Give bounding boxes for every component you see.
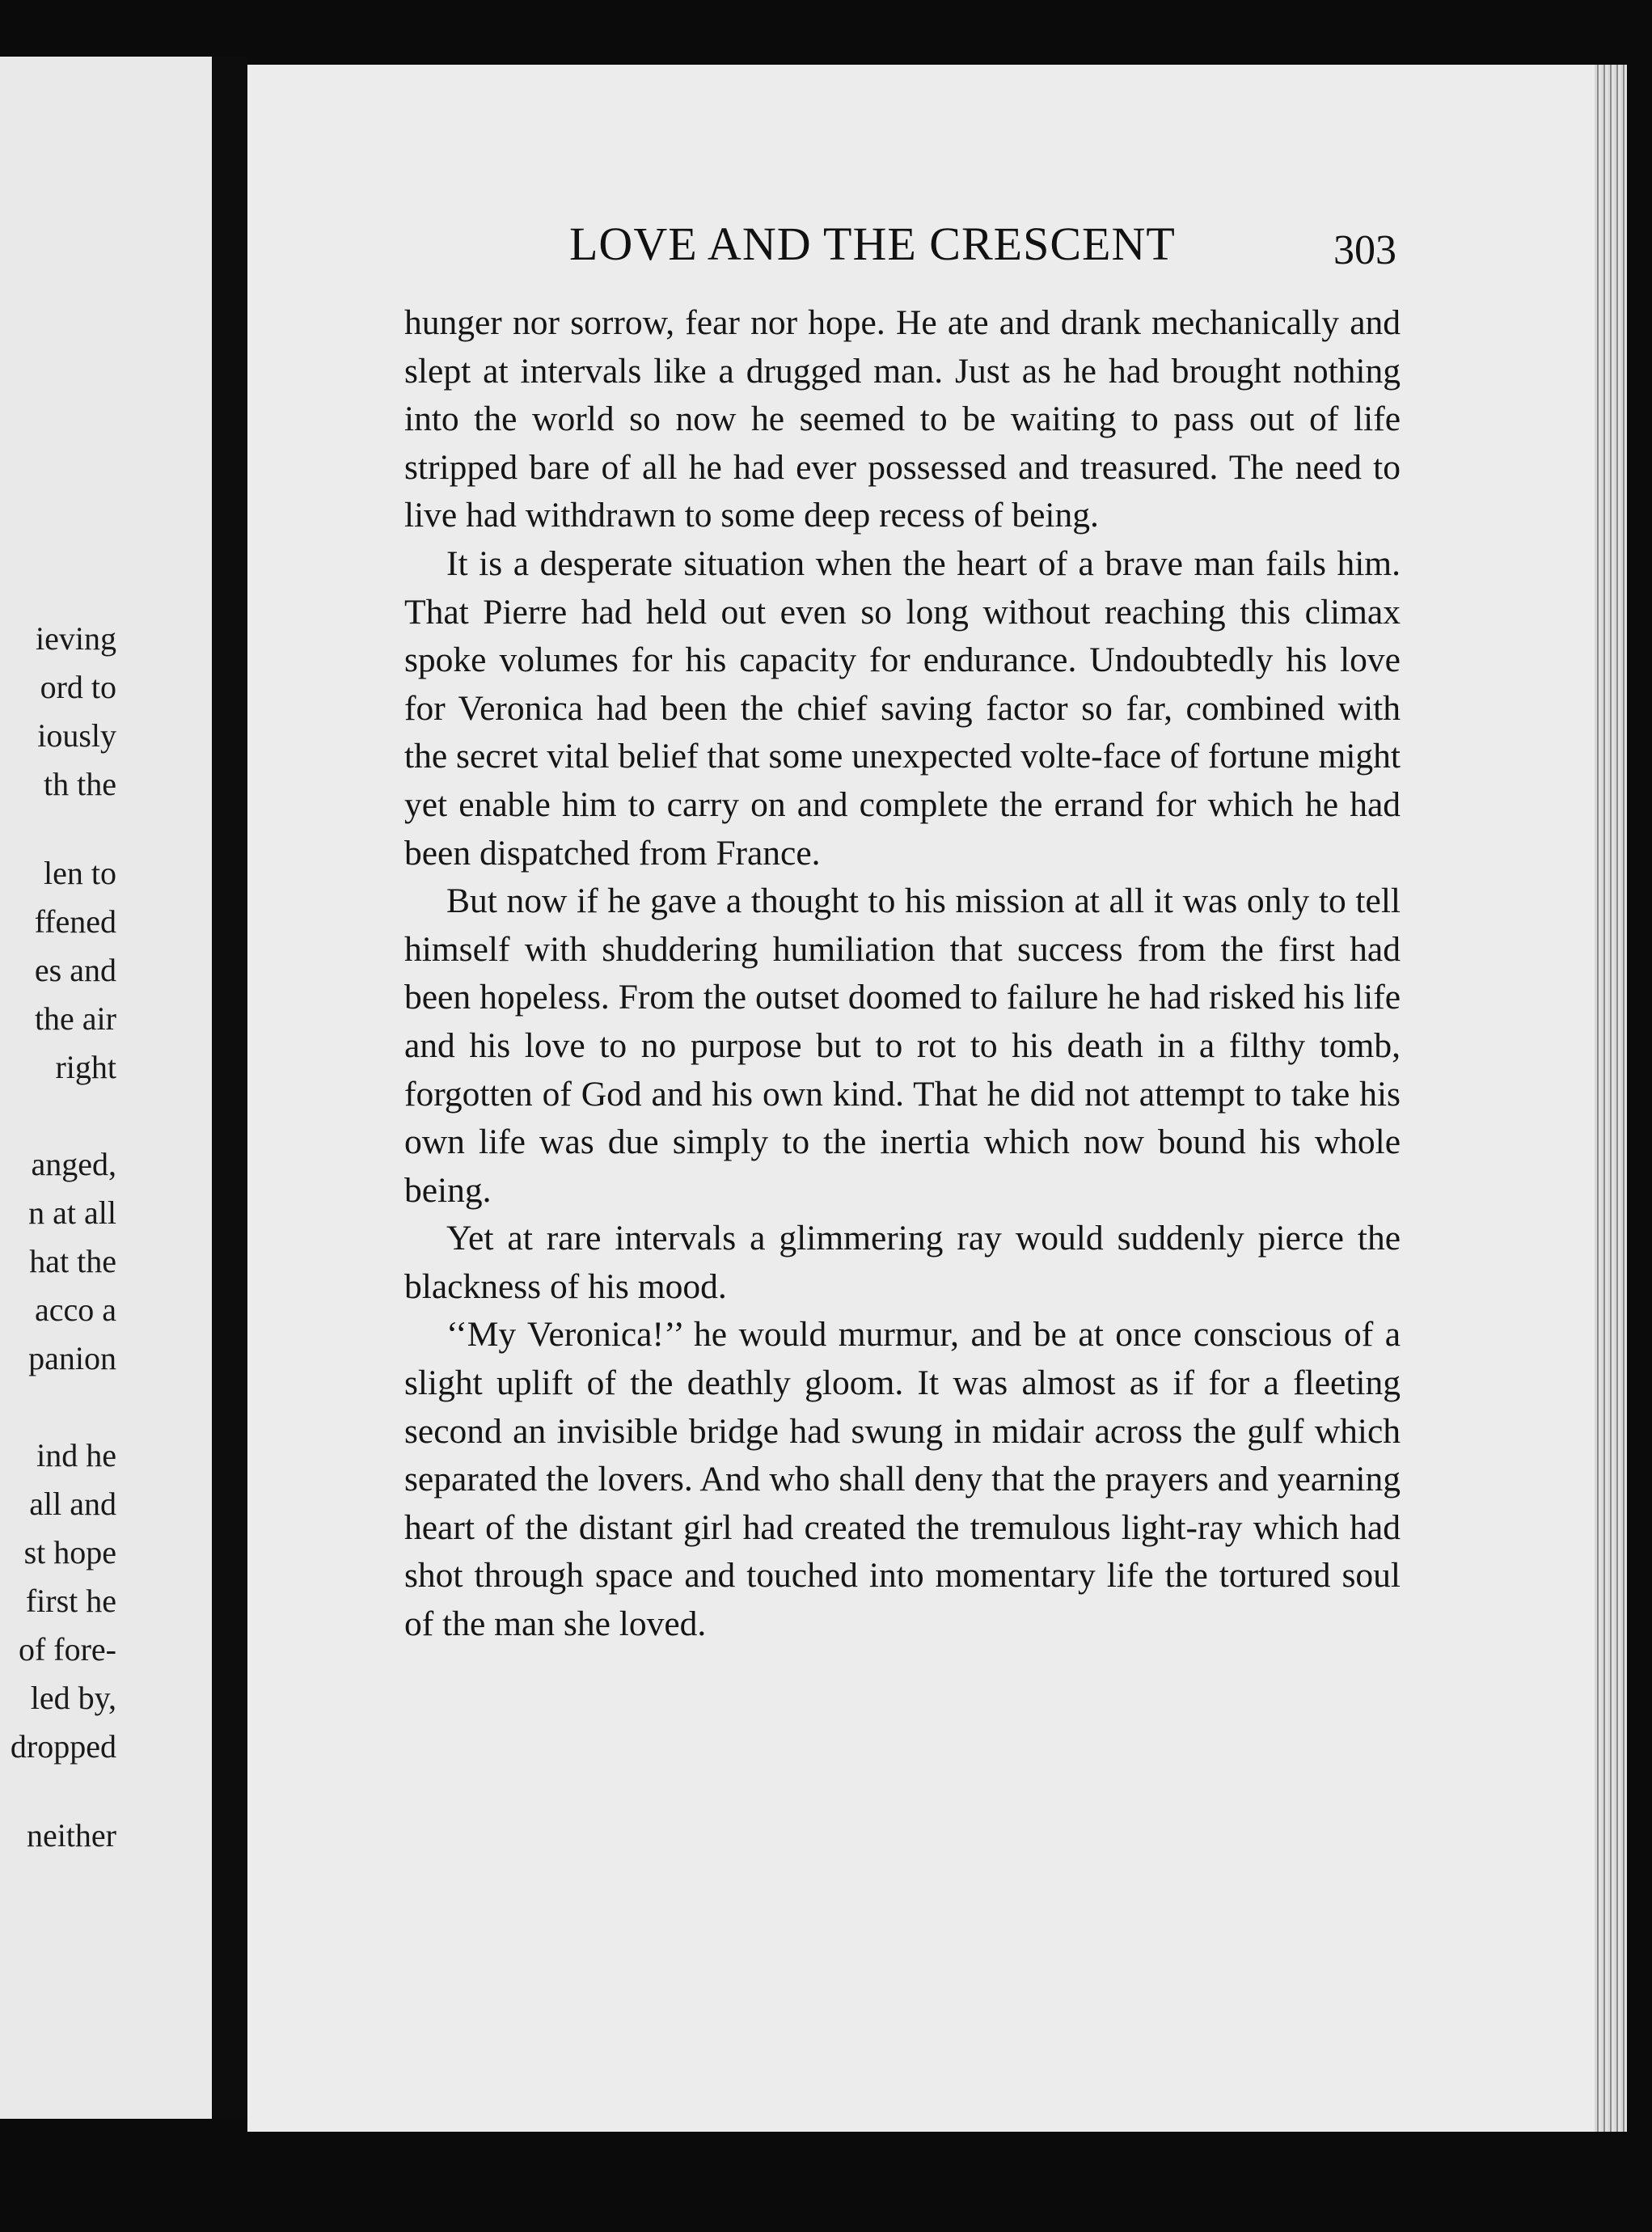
paragraph: Yet at rare intervals a glimmering ray would suddenly pierce the blackness of his mood. (404, 1219, 1401, 1306)
facing-page-fragment: panion (28, 1340, 116, 1376)
facing-page-fragment: iously (37, 717, 116, 754)
facing-page-fragment: acco a (34, 1291, 116, 1328)
paragraph: hunger nor sorrow, fear nor hope. He ate and drank mechanically and slept at intervals like a drugged man. Just as he had brought nothing into the world so now he seemed to be waiting to pass out of life stripped bare of all he had ever possessed and treasured. The need to live had withdrawn to some deep recess of being. (404, 303, 1401, 535)
facing-page-fragment: the air (34, 1000, 116, 1037)
facing-page-fragment: led by, (30, 1680, 116, 1716)
facing-page-fragment: right (55, 1049, 116, 1085)
facing-page-fragment: ffened (34, 903, 116, 940)
running-head: LOVE AND THE CRESCENT (569, 218, 1176, 270)
facing-page-fragment: n at all (28, 1194, 116, 1231)
facing-page-fragment: dropped (10, 1728, 116, 1765)
facing-page-fragment: all and (29, 1486, 116, 1522)
page-edges (1595, 65, 1627, 2132)
facing-page-fragment: hat the (29, 1243, 116, 1279)
facing-page-fragment: neither (26, 1817, 116, 1854)
facing-page-fragment: len to (44, 855, 116, 891)
facing-page-fragment: ord to (40, 669, 116, 705)
facing-page-fragment: anged, (31, 1146, 116, 1182)
paragraph: ‘‘My Veronica!’’ he would murmur, and be at once conscious of a slight uplift of the deathly gloom. It was almost as if for a fleeting second an invisible bridge had swung in midair across the gulf which separated the lovers. And who shall deny that the prayers and yearning heart of the distant girl had created the tremulous light-ray which had shot through space and touched into momentary life the tortured soul of the man she loved. (404, 1315, 1401, 1644)
facing-page-fragment: ind he (36, 1437, 116, 1473)
facing-page (0, 57, 212, 2119)
paragraph: It is a desperate situation when the heart of a brave man fails him. That Pierre had held out even so long without reaching this climax spoke volumes for his capacity for endurance. Undoubtedly his love for Veronica had been the chief saving factor so far, combined with the secret vital belief that some unexpected volte-face of fortune might yet enable him to carry on and complete the errand for which he had been dispatched from France. (404, 543, 1401, 873)
paragraph: But now if he gave a thought to his mission at all it was only to tell himself with shuddering humiliation that success from the first had been hopeless. From the outset doomed to failure he had risked his life and his love to no purpose but to rot to his death in a filthy tomb, forgotten of God and his own kind. That he did not attempt to take his own life was due simply to the inertia which now bound his whole being. (404, 881, 1401, 1210)
facing-page-fragment: first he (25, 1583, 116, 1619)
body-text (404, 299, 1401, 1649)
facing-page-fragment: st hope (23, 1534, 116, 1570)
book-page (247, 65, 1603, 2132)
page-number: 303 (1333, 227, 1396, 273)
facing-page-fragment: th the (44, 766, 116, 802)
facing-page-fragment: ieving (36, 620, 116, 657)
facing-page-fragment: es and (34, 952, 116, 988)
facing-page-fragment: of fore- (18, 1631, 116, 1668)
book-gutter (212, 57, 247, 2119)
